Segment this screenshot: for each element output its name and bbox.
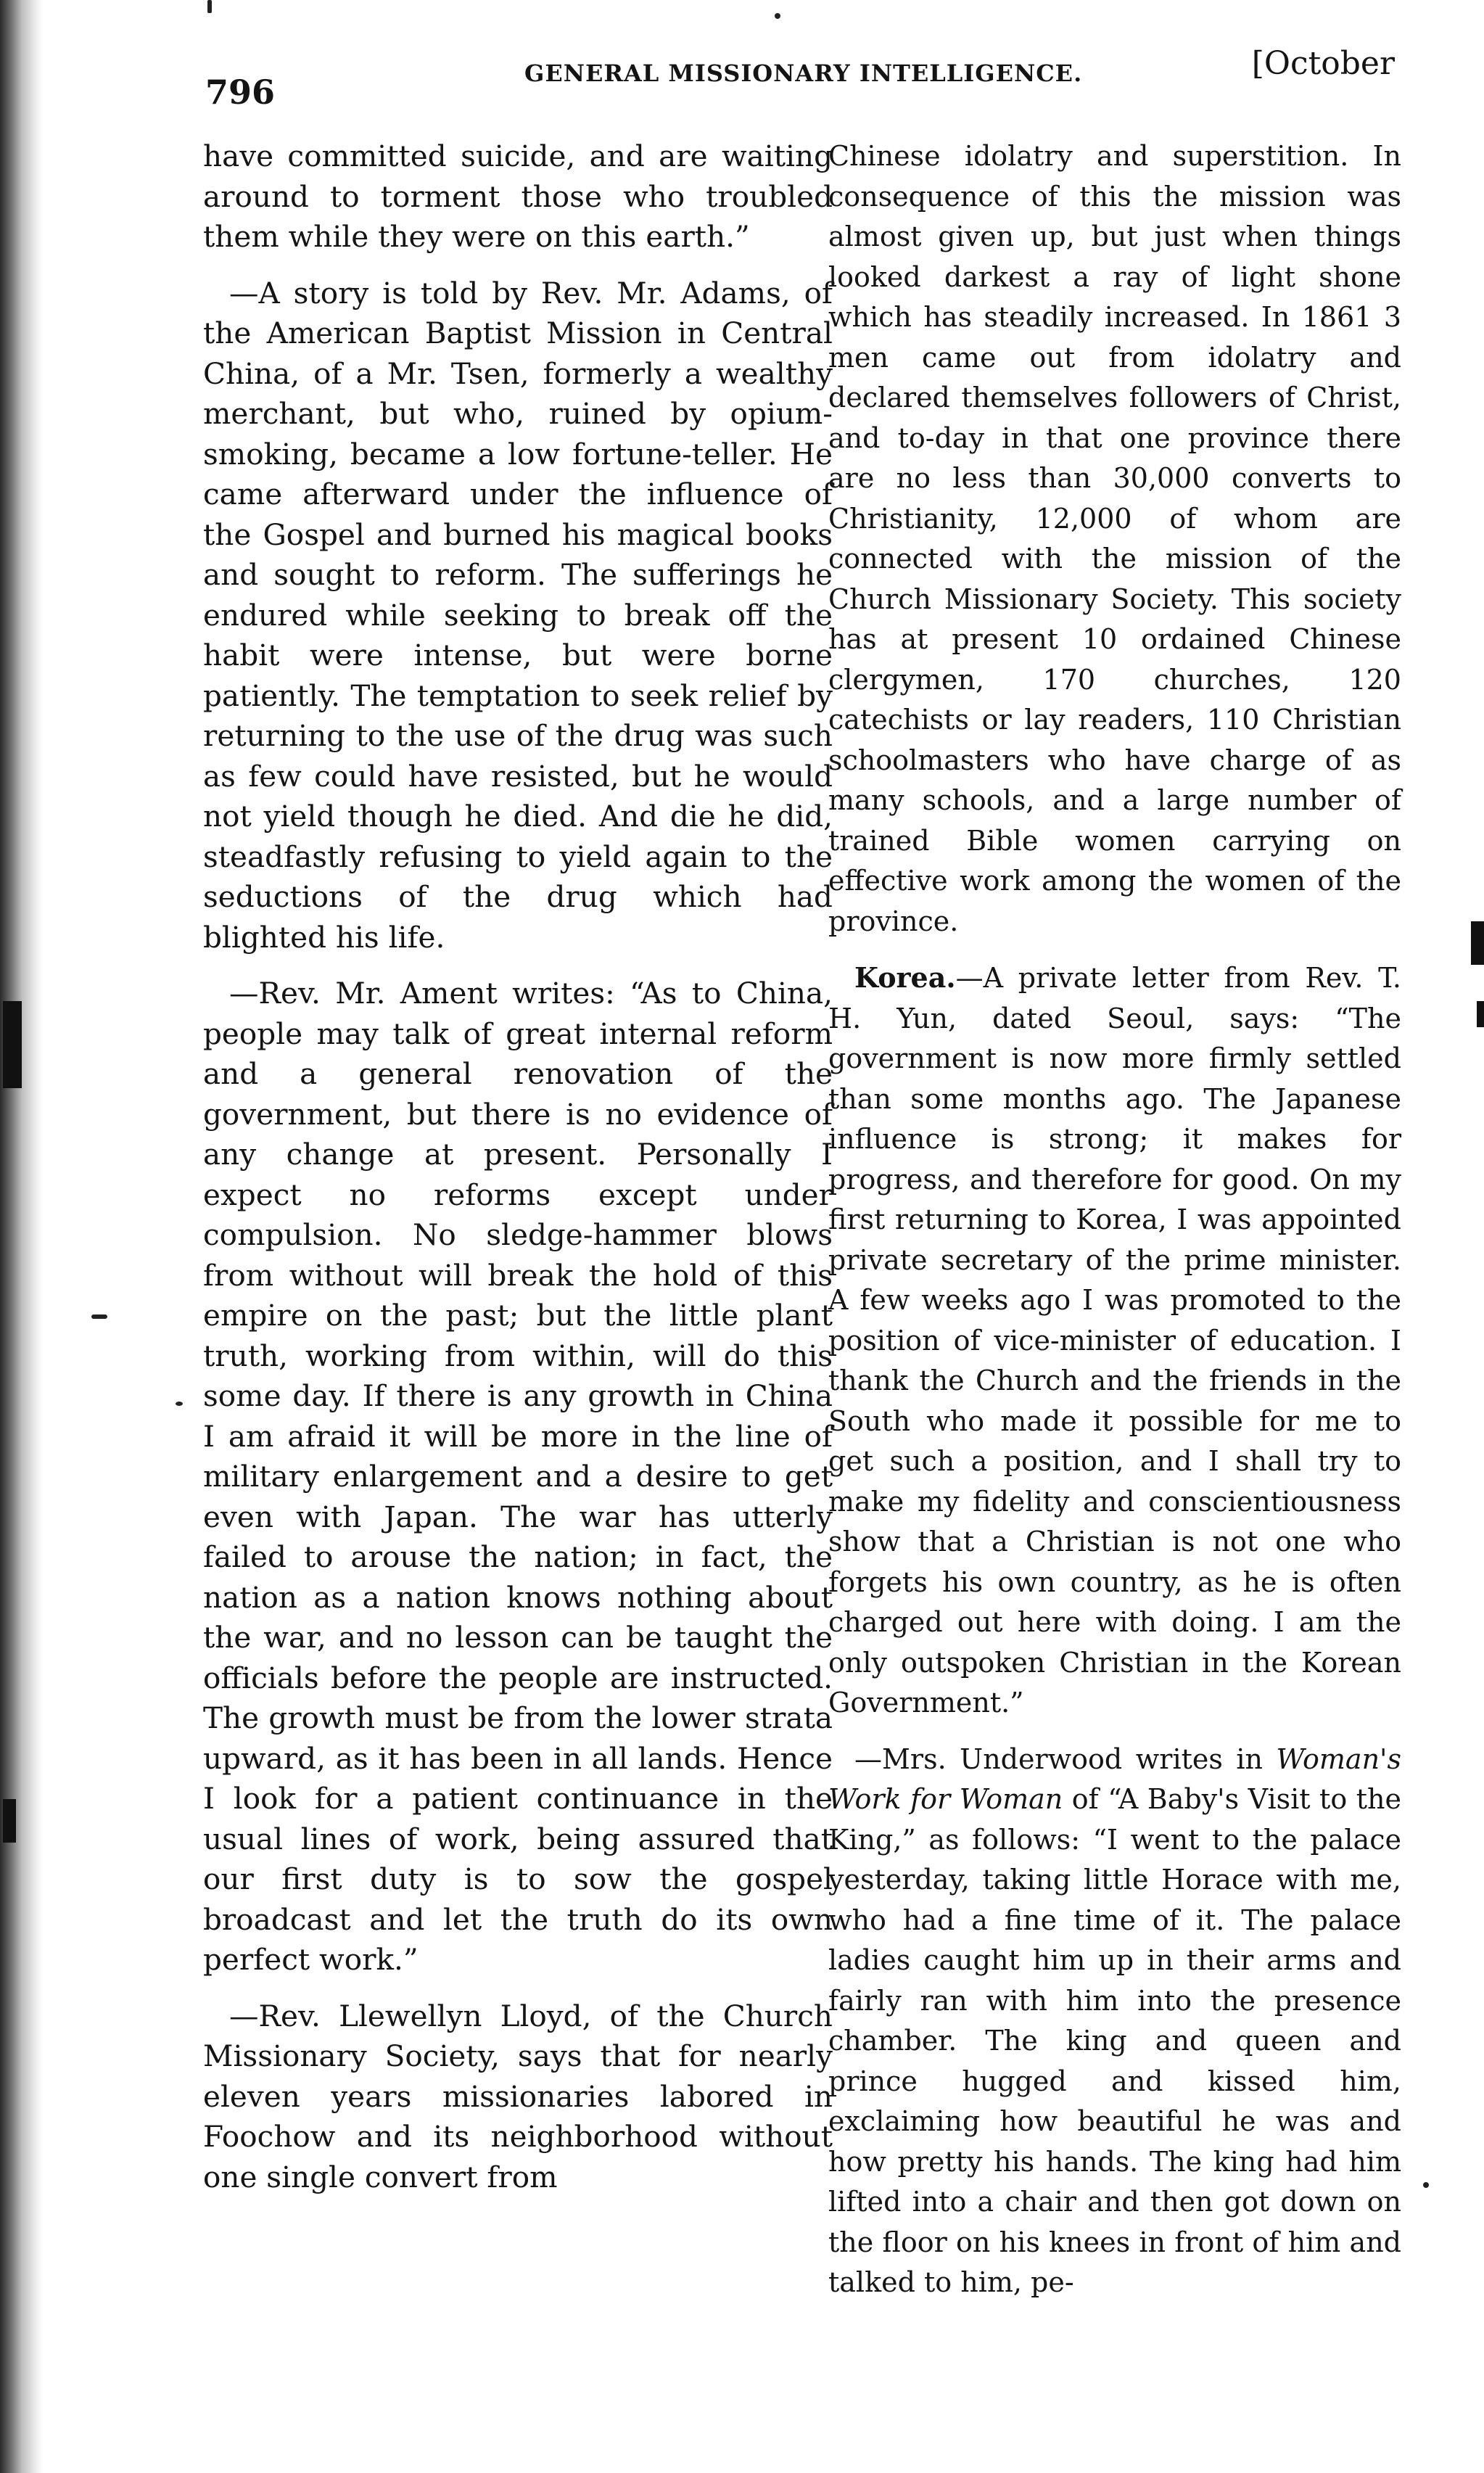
- print-speck: [176, 1402, 183, 1406]
- edge-ink-mark: [1471, 921, 1484, 965]
- print-speck: [207, 0, 212, 13]
- paragraph-text: —Mrs. Underwood writes in: [854, 1742, 1277, 1775]
- running-head: GENERAL MISSIONARY INTELLIGENCE.: [524, 59, 1083, 87]
- edge-ink-mark: [1477, 1001, 1484, 1027]
- gutter-ink-streak: [3, 1799, 16, 1843]
- paragraph: have committed suicide, and are waiting around to torment those who troubled them while they were on this earth.”: [203, 139, 833, 254]
- print-speck: [1423, 2182, 1429, 2188]
- right-column: [828, 136, 1401, 2319]
- print-speck: [91, 1314, 107, 1319]
- page-number: 796: [205, 73, 276, 112]
- paragraph: Chinese idolatry and superstition. In consequence of this the mission was almost given up, but just when things looked darkest a ray of light shone which has steadily increased. In 1861 3 men came out from idolatry and declared themselves followers of Christ, and to-day in that one province there are no less than 30,000 converts to Christianity, 12,000 of whom are connected with the mission of the Church Missionary Society. This society has at present 10 ordained Chinese clergymen, 170 churches, 120 catechists or lay readers, 110 Christian schoolmasters who have charge of as many schools, and a large number of trained Bible women carrying on effective work among the women of the province.: [828, 140, 1401, 937]
- paragraph: [828, 958, 1401, 1724]
- paragraph: —A story is told by Rev. Mr. Adams, of the American Baptist Mission in Central China, of a Mr. Tsen, formerly a wealthy merchant, but who, ruined by opium-smoking, became a low fortune-teller. He came afterward under the influence of the Gospel and burned his magical books and sought to reform. The sufferings he endured while seeking to break off the habit were intense, but were borne patiently. The temptation to seek relief by returning to the use of the drug was such as few could have resisted, but he would not yield though he died. And die he did, steadfastly refusing to yield again to the seductions of the drug which had blighted his life.: [203, 275, 833, 955]
- paragraph: —Rev. Mr. Ament writes: “As to China, people may talk of great internal reform and a general renovation of the government, but there is no evidence of any change at present. Personally I expect no reforms except under compulsion. No sledge-hammer blows from without will break the hold of this empire on the past; but the little plant truth, working from within, will do this some day. If there is any growth in China I am afraid it will be more in the line of military enlargement and a desire to get even with Japan. The war has utterly failed to arouse the nation; in fact, the nation as a nation knows nothing about the war, and no lesson can be taught the officials before the people are instructed. The growth must be from the lower strata upward, as it has been in all lands. Hence I look for a patient continuance in the usual lines of work, being assured that our first duty is to sow the gospel broadcast and let the truth do its own perfect work.”: [203, 976, 833, 1977]
- paragraph-text: of “A Baby's Visit to the King,” as follows: “I went to the palace yesterday, taking little Horace with me, who had a fine time of it. The palace ladies caught him up in their arms and fairly ran with him into the presence chamber. The king and queen and prince hugged and kissed him, exclaiming how beautiful he was and how pretty his hands. The king had him lifted into a chair and then got down on the floor on his knees in front of him and talked to him, pe-: [828, 1783, 1401, 2298]
- paragraph: —Rev. Llewellyn Lloyd, of the Church Missionary Society, says that for nearly eleven years missionaries labored in Foochow and its neighborhood without one single convert from: [203, 1998, 833, 2194]
- print-speck: [775, 13, 780, 19]
- publication-title: Woman's Work for Woman: [828, 1742, 1401, 1815]
- paragraph: [828, 1740, 1401, 2303]
- page-header: [205, 45, 1395, 110]
- page-gutter-shadow: [0, 0, 44, 2473]
- section-lead: Korea.: [854, 961, 956, 994]
- issue-month: [October: [1251, 45, 1395, 82]
- paragraph-text: —A private letter from Rev. T. H. Yun, dated Seoul, says: “The government is now more firmly settled than some months ago. The Japanese influence is strong; it makes for progress, and therefore for good. On my first returning to Korea, I was appointed private secretary of the prime minister. A few weeks ago I was promoted to the position of vice-minister of education. I thank the Church and the friends in the South who made it possible for me to get such a position, and I shall try to make my fidelity and conscientiousness show that a Christian is not one who forgets his own country, as he is often charged out here with doing. I am the only outspoken Christian in the Korean Government.”: [828, 962, 1401, 1719]
- gutter-ink-streak: [3, 1001, 22, 1088]
- left-column: [203, 136, 833, 2213]
